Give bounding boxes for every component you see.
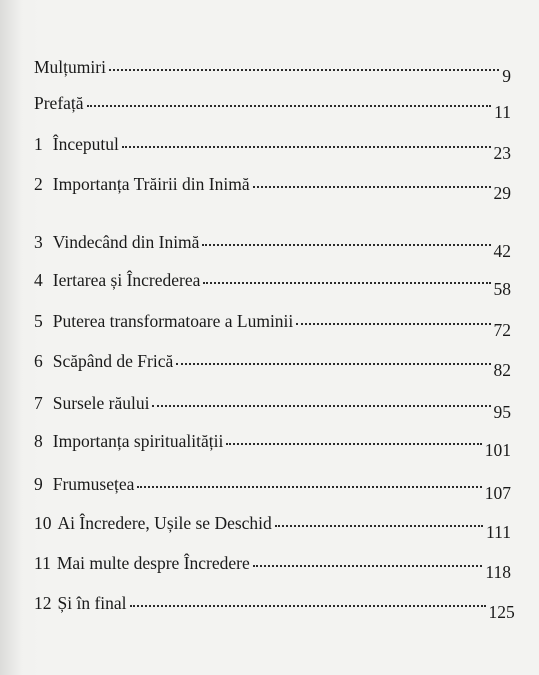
toc-entry-title: Ai Încredere, Ușile se Deschid bbox=[57, 513, 272, 533]
toc-entry-number: 6 bbox=[34, 351, 43, 371]
toc-leader-dots bbox=[226, 431, 481, 447]
toc-entry bbox=[34, 553, 511, 582]
toc-leader-dots bbox=[87, 93, 492, 109]
toc-leader-dots bbox=[152, 393, 490, 409]
toc-entry-number: 10 bbox=[34, 513, 52, 533]
toc-entry bbox=[34, 431, 511, 460]
toc-leader-dots bbox=[203, 270, 490, 286]
toc-leader-dots bbox=[253, 174, 491, 190]
toc-entry bbox=[34, 351, 511, 380]
toc-entry-title: Și în final bbox=[57, 593, 127, 613]
toc-entry-title: Mai multe despre Încredere bbox=[56, 553, 250, 573]
toc-entry bbox=[34, 474, 511, 503]
toc-entry-page: 58 bbox=[493, 279, 511, 299]
toc-entry-number: 2 bbox=[34, 174, 43, 194]
toc-entry-title: Importanța Trăirii din Inimă bbox=[52, 174, 250, 194]
toc-entry-page: 82 bbox=[493, 360, 511, 380]
toc-entry-title: Frumusețea bbox=[52, 474, 135, 494]
toc-leader-dots bbox=[122, 134, 491, 150]
toc-entry-page: 118 bbox=[485, 562, 511, 582]
toc-entry-title: Iertarea și Încrederea bbox=[52, 270, 201, 290]
toc-leader-dots bbox=[202, 232, 490, 248]
toc-entry-page: 9 bbox=[502, 66, 511, 86]
toc-entry-number: 9 bbox=[34, 474, 43, 494]
toc-entry bbox=[34, 134, 511, 163]
toc-entry-page: 95 bbox=[493, 402, 511, 422]
toc-entry-page: 23 bbox=[493, 143, 511, 163]
toc-entry-title: Prefață bbox=[34, 93, 84, 113]
toc-entry-page: 11 bbox=[494, 102, 511, 122]
toc-entry bbox=[34, 311, 511, 340]
toc-leader-dots bbox=[176, 351, 490, 367]
toc-entry-page: 125 bbox=[488, 602, 515, 622]
toc-entry-title: Importanța spiritualității bbox=[52, 431, 224, 451]
toc-entry-number: 11 bbox=[34, 553, 51, 573]
toc-entry-number: 5 bbox=[34, 311, 43, 331]
toc-entry-page: 111 bbox=[486, 522, 511, 542]
toc-entry bbox=[34, 232, 511, 261]
toc-entry-title: Mulțumiri bbox=[34, 57, 106, 77]
toc-entry-title: Scăpând de Frică bbox=[52, 351, 174, 371]
toc-entry-title: Sursele răului bbox=[52, 393, 150, 413]
toc-entry-page: 101 bbox=[484, 440, 511, 460]
toc-entry-number: 12 bbox=[34, 593, 52, 613]
toc-leader-dots bbox=[130, 593, 486, 609]
toc-entry bbox=[34, 270, 511, 299]
toc-entry-title: Începutul bbox=[52, 134, 119, 154]
toc-entry-page: 29 bbox=[493, 183, 511, 203]
toc-entry bbox=[34, 93, 511, 122]
toc-entry-page: 42 bbox=[493, 241, 511, 261]
toc-entry-page: 107 bbox=[484, 483, 511, 503]
toc-entry-number: 4 bbox=[34, 270, 43, 290]
toc-entry bbox=[34, 593, 515, 622]
toc-leader-dots bbox=[253, 553, 483, 569]
toc-entry-title: Puterea transformatoare a Luminii bbox=[52, 311, 294, 331]
toc-entry bbox=[34, 393, 511, 422]
toc-entry-number: 3 bbox=[34, 232, 43, 252]
toc-entry-number: 8 bbox=[34, 431, 43, 451]
toc-entry-page: 72 bbox=[493, 320, 511, 340]
toc-entry bbox=[34, 174, 511, 203]
toc-entry-number: 7 bbox=[34, 393, 43, 413]
toc-entry bbox=[34, 57, 511, 86]
toc-entry bbox=[34, 513, 511, 542]
toc-leader-dots bbox=[275, 513, 483, 529]
toc-leader-dots bbox=[296, 311, 490, 327]
toc-entry-title: Vindecând din Inimă bbox=[52, 232, 200, 252]
toc-leader-dots bbox=[109, 57, 499, 73]
toc-entry-number: 1 bbox=[34, 134, 43, 154]
toc-leader-dots bbox=[137, 474, 481, 490]
